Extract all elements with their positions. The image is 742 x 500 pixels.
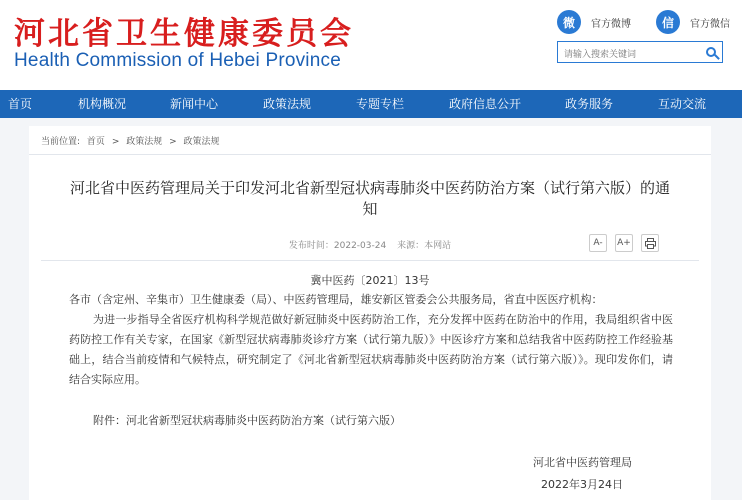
weixin-label: 官方微信 bbox=[690, 18, 730, 30]
print-icon bbox=[645, 238, 656, 249]
nav-item-news[interactable]: 新闻中心 bbox=[170, 97, 219, 111]
site-logo-cn[interactable]: 河北省卫生健康委员会 bbox=[14, 16, 354, 52]
search-button[interactable] bbox=[700, 42, 722, 62]
article-source: 来源：本网站 bbox=[397, 241, 452, 251]
breadcrumb-current[interactable]: 政策法规 bbox=[183, 137, 220, 147]
article-title: 河北省中医药管理局关于印发河北省新型冠状病毒肺炎中医药防治方案（试行第六版）的通知 bbox=[69, 179, 670, 218]
print-button[interactable] bbox=[641, 234, 659, 252]
nav-item-about[interactable]: 机构概况 bbox=[78, 97, 127, 111]
breadcrumb-policy[interactable]: 政策法规 bbox=[126, 137, 163, 147]
font-smaller-button[interactable]: A- bbox=[589, 234, 607, 252]
nav-item-services[interactable]: 政务服务 bbox=[565, 97, 614, 111]
font-larger-button[interactable]: A+ bbox=[615, 234, 633, 252]
nav-item-topics[interactable]: 专题专栏 bbox=[356, 97, 405, 111]
main-nav bbox=[0, 90, 742, 118]
meta-divider bbox=[41, 260, 699, 261]
site-header bbox=[0, 0, 742, 90]
weixin-icon: 信 bbox=[656, 10, 680, 34]
article-body: 为进一步指导全省医疗机构科学规范做好新冠肺炎中医药防治工作，充分发挥中医药在防治中的作用，我局组织省中医药防控工作有关专家，在国家《新型冠状病毒肺炎诊疗方案（试行第九版）》中医诊疗方案和总结我省中医药防控工作经验基础上，结合当前疫情和气候特点，研究制定了《河北省新型冠状病毒肺炎中医药防治方案（试行第六版）》。现印发你们，请结合实际应用。 bbox=[69, 313, 673, 386]
site-logo-en: Health Commission of Hebei Province bbox=[14, 50, 341, 71]
breadcrumb-home[interactable]: 首页 bbox=[86, 137, 105, 147]
breadcrumb-separator: > bbox=[169, 137, 177, 147]
nav-item-info-disclosure[interactable]: 政府信息公开 bbox=[449, 97, 522, 111]
breadcrumb-prefix: 当前位置: bbox=[41, 137, 81, 147]
search-input[interactable] bbox=[558, 45, 696, 65]
nav-item-policy[interactable]: 政策法规 bbox=[263, 97, 312, 111]
breadcrumb-separator: > bbox=[111, 137, 120, 147]
sign-date: 2022年3月24日 bbox=[541, 478, 623, 491]
attachment-link[interactable]: 附件：河北省新型冠状病毒肺炎中医药防治方案（试行第六版） bbox=[93, 414, 401, 427]
weibo-label: 官方微博 bbox=[591, 18, 631, 30]
nav-item-interaction[interactable]: 互动交流 bbox=[658, 97, 707, 111]
addressee: 各市（含定州、辛集市）卫生健康委（局）、中医药管理局，雄安新区管委会公共服务局，省直中医医疗机构： bbox=[69, 293, 603, 306]
weibo-link[interactable] bbox=[557, 10, 631, 34]
weibo-icon: 微 bbox=[557, 10, 581, 34]
breadcrumb-divider bbox=[29, 154, 711, 155]
nav-item-home[interactable]: 首页 bbox=[8, 97, 33, 111]
article-tools bbox=[589, 234, 659, 252]
document-number: 冀中医药〔2021〕13号 bbox=[310, 274, 430, 287]
search-box bbox=[557, 41, 723, 63]
search-icon bbox=[706, 47, 716, 57]
content-panel bbox=[29, 126, 711, 500]
breadcrumb bbox=[41, 134, 224, 147]
signer: 河北省中医药管理局 bbox=[533, 456, 632, 469]
weixin-link[interactable] bbox=[656, 10, 730, 34]
publish-time: 发布时间：2022-03-24 bbox=[288, 241, 387, 251]
